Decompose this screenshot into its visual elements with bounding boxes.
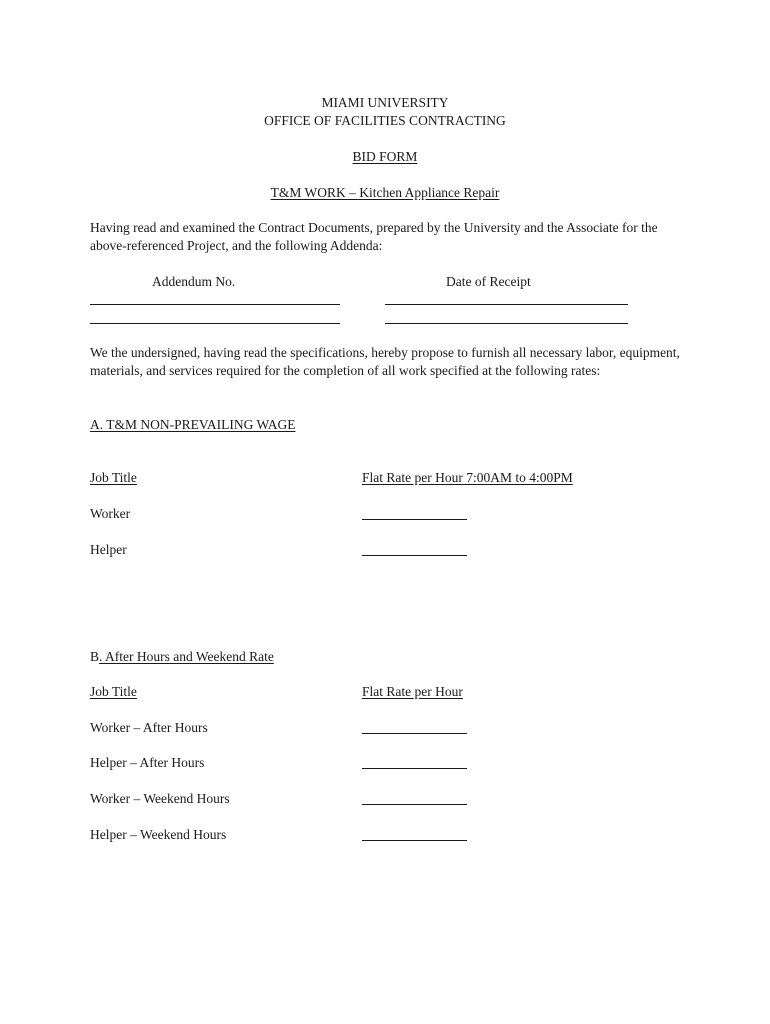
date-of-receipt-label: Date of Receipt (446, 274, 531, 289)
section-a-rate-header: Flat Rate per Hour 7:00AM to 4:00PM (362, 470, 573, 485)
proposal-paragraph: We the undersigned, having read the specifications, hereby propose to furnish all necessary labor, equipment, materials, and services required for the completion of all work specified at the following rates: (90, 345, 680, 378)
form-title: BID FORM (352, 149, 418, 164)
date-of-receipt-field-1[interactable] (385, 304, 628, 305)
section-b-job-title-header: Job Title (90, 684, 137, 699)
section-b-job-title-header-wrap (90, 683, 137, 701)
section-b-row-worker-weekend-rate-field[interactable] (362, 804, 467, 805)
section-a-title-wrap (90, 416, 296, 434)
section-a-job-title-header: Job Title (90, 470, 137, 485)
project-title: T&M WORK – Kitchen Appliance Repair (270, 185, 500, 200)
form-title-wrap (0, 148, 770, 166)
section-b-row-worker-after-hours-rate-field[interactable] (362, 733, 467, 734)
section-b-title: . After Hours and Weekend Rate (99, 649, 274, 664)
addendum-no-field-2[interactable] (90, 323, 340, 324)
addendum-no-field-1[interactable] (90, 304, 340, 305)
section-b-row-helper-after-hours-label: Helper – After Hours (90, 755, 205, 770)
section-a-row-helper-rate-field[interactable] (362, 555, 467, 556)
section-a-row-worker-label: Worker (90, 506, 131, 521)
intro-paragraph: Having read and examined the Contract Documents, prepared by the University and the Associate for the above-referenced Project, and the following Addenda: (90, 220, 658, 253)
section-b-row-helper-weekend-rate-field[interactable] (362, 840, 467, 841)
section-a-rate-header-wrap (362, 469, 573, 487)
section-b-row-worker-after-hours-label: Worker – After Hours (90, 720, 208, 735)
section-b-row-helper-weekend-label: Helper – Weekend Hours (90, 827, 227, 842)
date-of-receipt-field-2[interactable] (385, 323, 628, 324)
addendum-no-label: Addendum No. (152, 274, 236, 289)
project-title-wrap (0, 184, 770, 202)
section-a-row-helper-label: Helper (90, 542, 127, 557)
section-a-job-title-header-wrap (90, 469, 137, 487)
university-name: MIAMI UNIVERSITY (321, 95, 449, 110)
section-b-rate-header-wrap (362, 683, 463, 701)
section-a-title: A. T&M NON-PREVAILING WAGE (90, 417, 296, 432)
section-b-row-worker-weekend-label: Worker – Weekend Hours (90, 791, 230, 806)
section-b-title-prefix: B (90, 649, 100, 664)
office-name: OFFICE OF FACILITIES CONTRACTING (264, 113, 506, 128)
section-b-row-helper-after-hours-rate-field[interactable] (362, 768, 467, 769)
section-b-title-wrap (90, 648, 274, 666)
section-b-rate-header: Flat Rate per Hour (362, 684, 463, 699)
section-a-row-worker-rate-field[interactable] (362, 519, 467, 520)
